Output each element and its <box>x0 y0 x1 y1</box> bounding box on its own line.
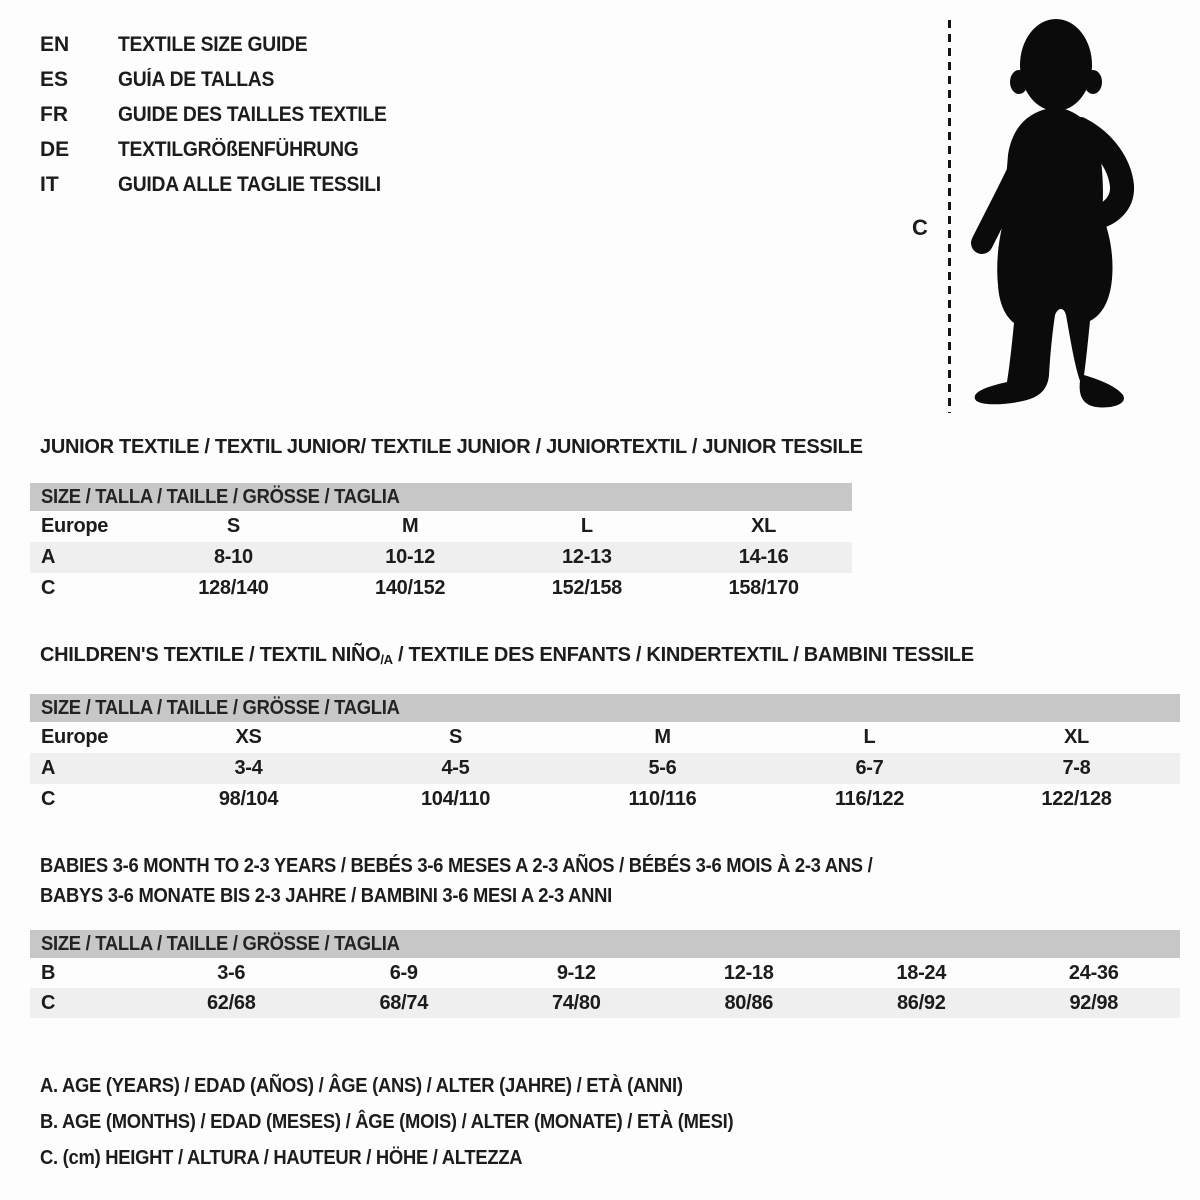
junior-size-table <box>30 511 852 604</box>
junior-heading-text: JUNIOR TEXTILE / TEXTIL JUNIOR/ TEXTILE JUNIOR / JUNIORTEXTIL / JUNIOR TESSILE <box>40 436 863 458</box>
children-size-table <box>30 722 1180 815</box>
children-heading-sub: /A <box>380 652 393 667</box>
height-cell: 116/122 <box>834 788 905 810</box>
children-heading-main: CHILDREN'S TEXTILE / TEXTIL NIÑO <box>40 644 381 666</box>
height-cell: 158/170 <box>728 577 799 599</box>
size-bar-label: SIZE / TALLA / TAILLE / GRÖSSE / TAGLIA <box>41 486 400 508</box>
row-label-cell: Europe <box>41 515 109 537</box>
table-row <box>30 722 1180 753</box>
age-cell: 24-36 <box>1068 961 1119 984</box>
table-row <box>30 988 1180 1018</box>
measure-label-c: C <box>912 215 928 240</box>
row-label-cell: C <box>41 577 56 599</box>
size-cell: L <box>863 726 876 748</box>
legend-line-c: C. (cm) HEIGHT / ALTURA / HAUTEUR / HÖHE / ALTEZZA <box>40 1147 523 1169</box>
height-cell: 86/92 <box>835 988 1008 1018</box>
toddler-silhouette-icon <box>962 14 1142 416</box>
babies-size-bar <box>30 930 1180 958</box>
size-bar-label: SIZE / TALLA / TAILLE / GRÖSSE / TAGLIA <box>41 697 400 719</box>
guide-title: GUIDA ALLE TAGLIE TESSILI <box>118 173 381 196</box>
size-cell: S <box>448 726 463 748</box>
language-row-it <box>40 167 410 202</box>
age-cell: 5-6 <box>559 753 766 784</box>
size-cell: XL <box>1064 726 1089 748</box>
table-row <box>30 753 1180 784</box>
language-code: ES <box>40 68 69 91</box>
height-cell: 74/80 <box>490 988 663 1018</box>
height-cell: 92/98 <box>1008 988 1181 1018</box>
height-cell: 68/74 <box>318 988 491 1018</box>
height-measure-dashed-line <box>948 20 951 413</box>
height-cell: 104/110 <box>420 788 491 810</box>
language-row-en <box>40 27 410 62</box>
children-heading-text <box>40 644 974 666</box>
children-section-heading <box>40 644 974 668</box>
age-cell: 12-18 <box>723 961 774 984</box>
height-cell: 98/104 <box>218 788 279 810</box>
language-row-es <box>40 62 410 97</box>
language-code: DE <box>40 138 70 161</box>
age-cell: 6-7 <box>766 753 973 784</box>
age-cell: 4-5 <box>352 753 559 784</box>
age-cell: 3-4 <box>145 753 352 784</box>
children-heading-rest: / TEXTILE DES ENFANTS / KINDERTEXTIL / BAMBINI TESSILE <box>392 644 974 666</box>
age-cell: 14-16 <box>675 542 852 573</box>
height-cell: 62/68 <box>145 988 318 1018</box>
language-code: FR <box>40 103 68 126</box>
row-label-cell: C <box>41 788 56 810</box>
babies-size-table <box>30 958 1180 1018</box>
legend-line-b: B. AGE (MONTHS) / EDAD (MESES) / ÂGE (MOIS) / ALTER (MONATE) / ETÀ (MESI) <box>40 1111 734 1133</box>
size-bar-label: SIZE / TALLA / TAILLE / GRÖSSE / TAGLIA <box>41 933 400 955</box>
babies-heading-line1: BABIES 3-6 MONTH TO 2-3 YEARS / BEBÉS 3-6 MESES A 2-3 AÑOS / BÉBÉS 3-6 MOIS À 2-3 ANS / <box>40 855 873 877</box>
guide-title: TEXTILGRÖßENFÜHRUNG <box>118 138 359 161</box>
age-cell: 8-10 <box>145 542 322 573</box>
age-cell: 6-9 <box>389 961 418 984</box>
row-label-cell: Europe <box>41 726 109 748</box>
junior-size-bar <box>30 483 852 511</box>
row-label-cell: A <box>30 753 145 784</box>
row-label-cell: B <box>41 961 56 984</box>
size-cell: M <box>401 515 419 537</box>
silhouette-ear-left <box>1010 70 1028 94</box>
silhouette-head <box>1020 19 1092 111</box>
children-size-bar <box>30 694 1180 722</box>
age-cell: 7-8 <box>973 753 1180 784</box>
size-cell: M <box>654 726 671 748</box>
height-cell: 110/116 <box>628 788 697 810</box>
row-label-cell: C <box>30 988 145 1018</box>
measure-legend <box>40 1068 794 1176</box>
table-row <box>30 511 852 542</box>
height-cell: 128/140 <box>198 577 269 599</box>
language-row-de <box>40 132 410 167</box>
table-row <box>30 542 852 573</box>
language-title-list <box>40 27 410 202</box>
language-code: IT <box>40 173 59 196</box>
height-cell: 152/158 <box>551 577 622 599</box>
size-cell: L <box>580 515 593 537</box>
legend-line-a: A. AGE (YEARS) / EDAD (AÑOS) / ÂGE (ANS) / ALTER (JAHRE) / ETÀ (ANNI) <box>40 1075 683 1097</box>
height-cell: 140/152 <box>375 577 446 599</box>
height-cell: 80/86 <box>663 988 836 1018</box>
age-cell: 12-13 <box>499 542 676 573</box>
height-cell: 122/128 <box>1041 788 1112 810</box>
size-cell: XS <box>235 726 262 748</box>
table-row <box>30 784 1180 815</box>
guide-title: TEXTILE SIZE GUIDE <box>118 33 308 56</box>
age-cell: 18-24 <box>896 961 947 984</box>
age-cell: 9-12 <box>556 961 596 984</box>
row-label-cell: A <box>30 542 145 573</box>
guide-title: GUÍA DE TALLAS <box>118 68 275 91</box>
junior-section-heading <box>40 436 863 458</box>
age-cell: 3-6 <box>217 961 246 984</box>
size-cell: S <box>226 515 240 537</box>
age-cell: 10-12 <box>322 542 499 573</box>
table-row <box>30 573 852 604</box>
table-row <box>30 958 1180 988</box>
language-row-fr <box>40 97 410 132</box>
silhouette-ear-right <box>1084 70 1102 94</box>
language-code: EN <box>40 33 70 56</box>
size-cell: XL <box>751 515 777 537</box>
babies-section-heading <box>40 851 945 911</box>
babies-heading-line2: BABYS 3-6 MONATE BIS 2-3 JAHRE / BAMBINI 3-6 MESI A 2-3 ANNI <box>40 885 612 907</box>
guide-title: GUIDE DES TAILLES TEXTILE <box>118 103 387 126</box>
